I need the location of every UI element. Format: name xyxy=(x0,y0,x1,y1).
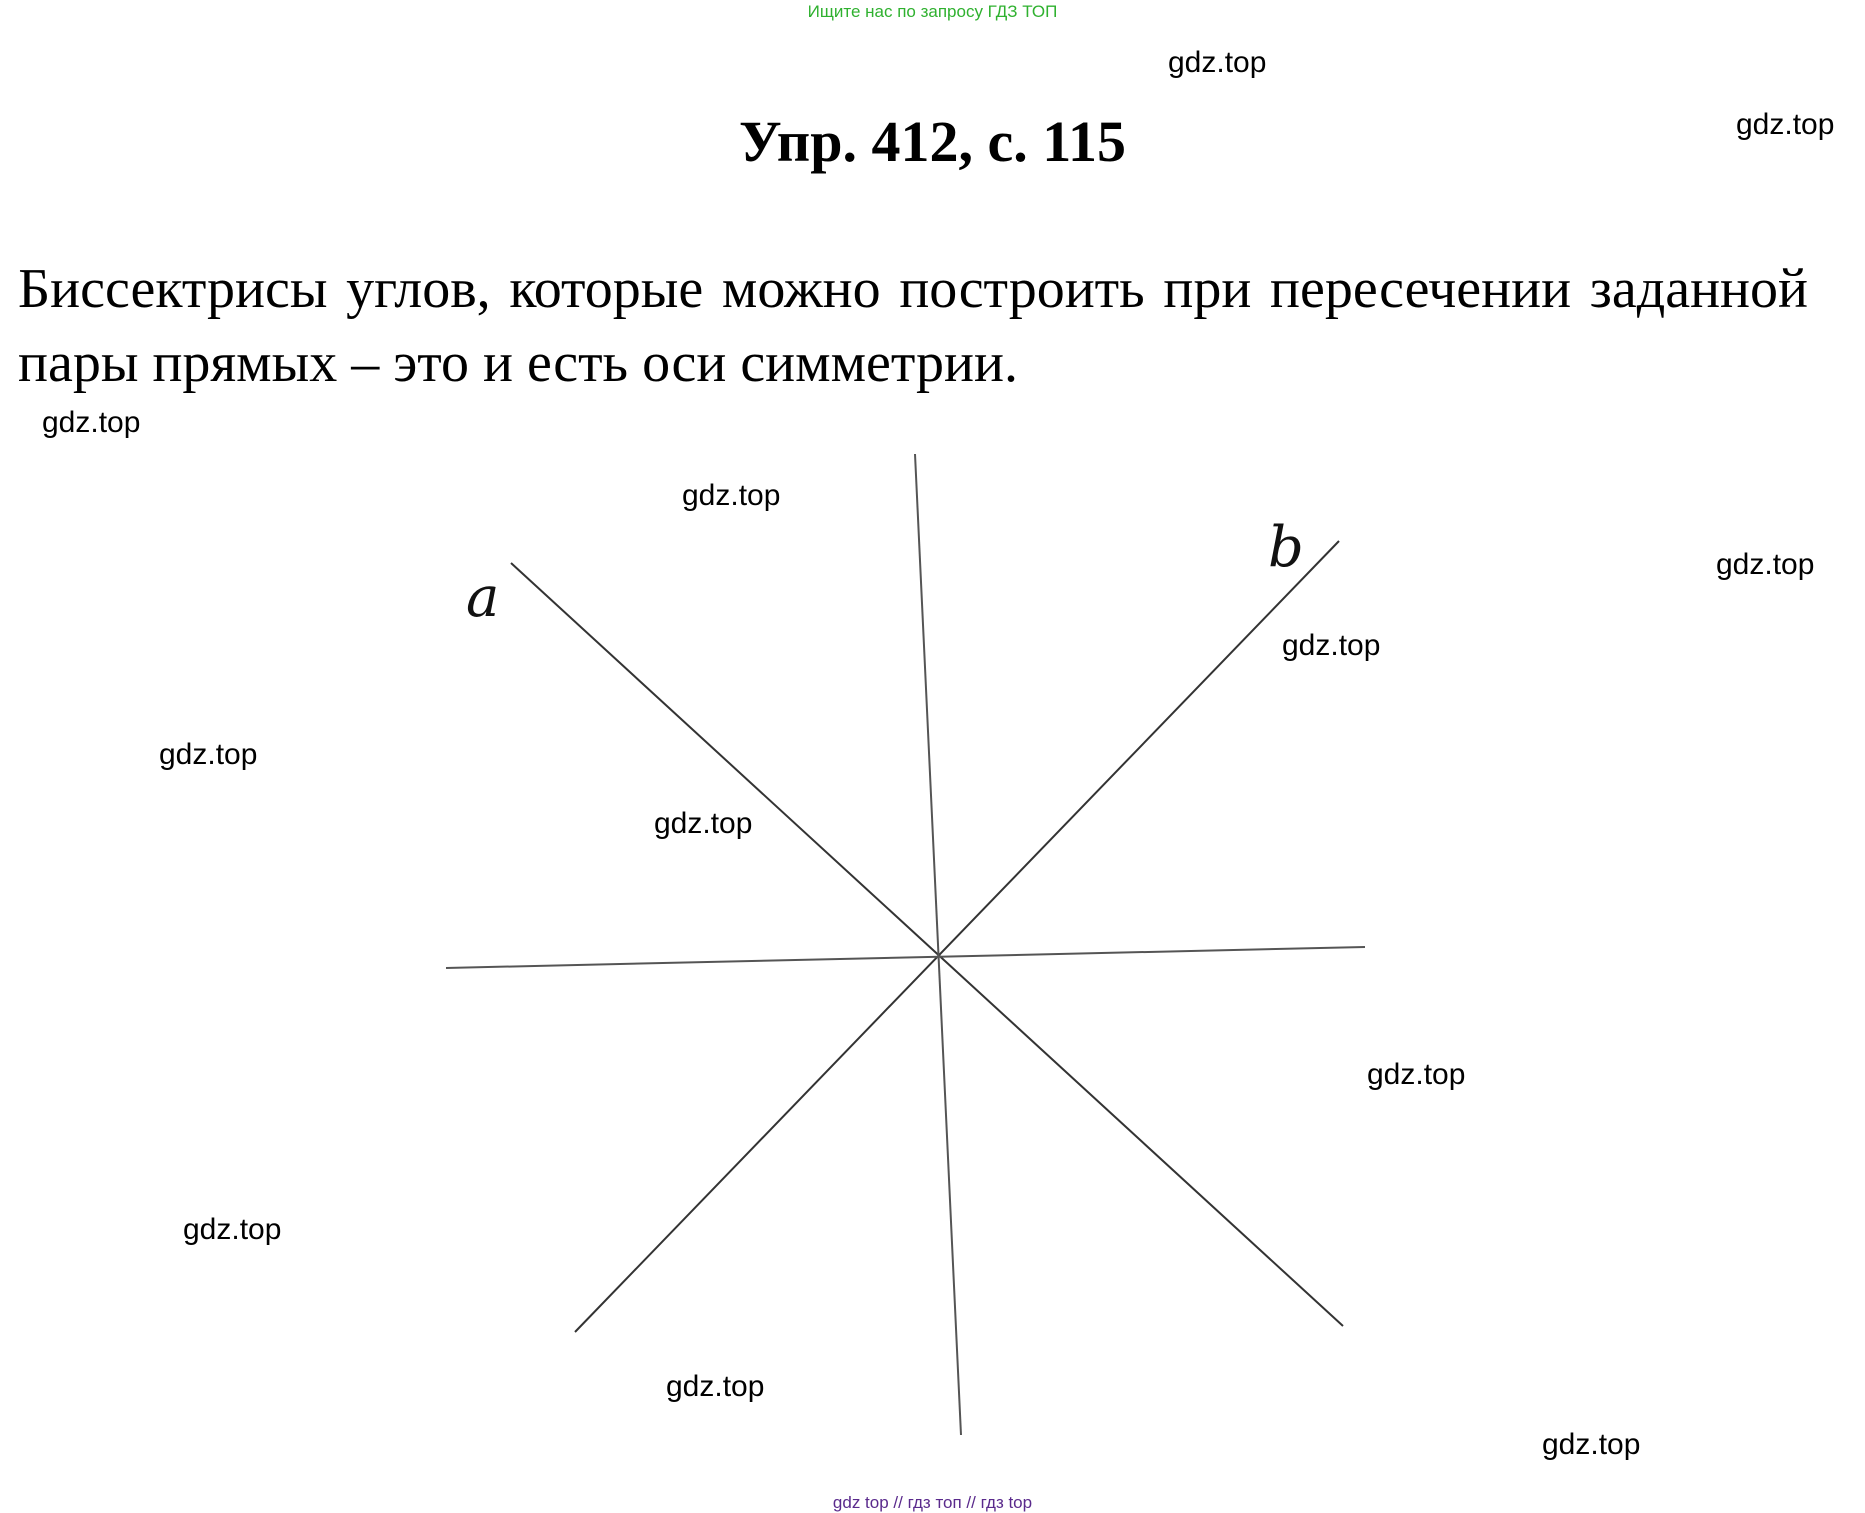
watermark: gdz.top xyxy=(1367,1058,1466,1091)
top-banner: Ищите нас по запросу ГДЗ ТОП xyxy=(807,2,1058,21)
watermark: gdz.top xyxy=(1716,548,1815,581)
watermark: gdz.top xyxy=(159,738,258,771)
line-b xyxy=(575,541,1339,1332)
answer-text: Биссектрисы углов, которые можно построить при пересечении заданной пары прямых – это и есть оси симметрии. xyxy=(18,258,1808,394)
watermark: gdz.top xyxy=(682,479,781,512)
footer-links: gdz top // гдз топ // гдз top xyxy=(832,1493,1033,1512)
symmetry-axis-horizontal xyxy=(446,947,1365,968)
watermark: gdz.top xyxy=(666,1370,765,1403)
line-a-label: a xyxy=(466,565,500,630)
watermark: gdz.top xyxy=(1168,46,1267,79)
watermark: gdz.top xyxy=(1542,1428,1641,1461)
page-title: Упр. 412, с. 115 xyxy=(738,109,1127,174)
watermark: gdz.top xyxy=(1736,108,1835,141)
line-b-label: b xyxy=(1268,515,1304,580)
line-a xyxy=(511,563,1343,1326)
watermark: gdz.top xyxy=(1282,629,1381,662)
watermark: gdz.top xyxy=(654,807,753,840)
watermark: gdz.top xyxy=(42,406,141,439)
symmetry-axis-vertical xyxy=(915,454,961,1435)
watermark: gdz.top xyxy=(183,1213,282,1246)
